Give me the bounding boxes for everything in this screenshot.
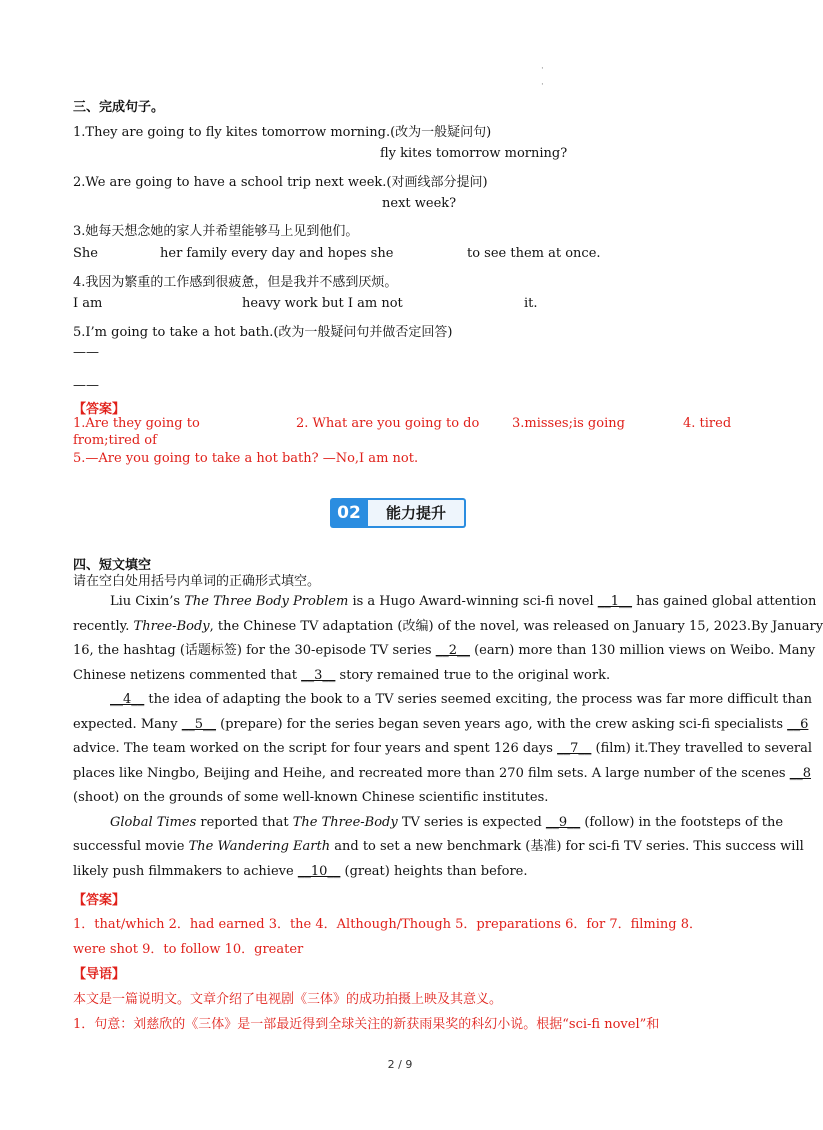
- question-3-part-a: She: [73, 246, 98, 261]
- blank-6: __6: [787, 716, 809, 732]
- passage-p2-line3: advice. The team worked on the script for four years and spent 126 days __7__ (film) it.They travelled to several: [73, 741, 813, 756]
- answer-blank-2: ——: [73, 378, 99, 393]
- section3-answer-5: 5.—Are you going to take a hot bath? —No,I am not.: [73, 451, 419, 466]
- blank-4: __4__: [110, 692, 145, 707]
- section3-answer-4-cont: from;tired of: [73, 433, 157, 448]
- section4-instruction: 请在空白处用括号内单词的正确形式填空。: [73, 574, 321, 589]
- question-3-part-c: to see them at once.: [467, 246, 601, 261]
- question-2-answer-line: next week?: [382, 196, 457, 211]
- section-banner: [330, 498, 468, 528]
- section4-answers-line2: were shot 9．to follow 10．greater: [73, 942, 304, 957]
- question-4-part-a: I am: [73, 296, 103, 311]
- section3-answer-2: 2. What are you going to do: [296, 416, 480, 431]
- question-1-answer-line: fly kites tomorrow morning?: [380, 146, 568, 161]
- section3-answer-3: 3.misses;is going: [512, 416, 625, 431]
- blank-3: __3__: [301, 667, 336, 683]
- question-1: 1.They are going to fly kites tomorrow morning.(改为一般疑问句): [73, 125, 492, 140]
- blank-9: __9__: [545, 814, 581, 830]
- question-5: 5.I’m going to take a hot bath.(改为一般疑问句并做否定回答): [73, 325, 453, 340]
- passage: [73, 590, 823, 884]
- section3-answer-4: 4. tired: [683, 416, 732, 431]
- section3-answer-1: 1.Are they going to: [73, 416, 200, 431]
- blank-8: __8: [789, 765, 811, 781]
- section4-answer-label: 【答案】: [73, 893, 126, 908]
- question-4-part-b: heavy work but I am not: [242, 296, 403, 311]
- section3-answer-label: 【答案】: [73, 402, 126, 417]
- section4-explanation-1: 1．句意：刘慈欣的《三体》是一部最近得到全球关注的新获雨果奖的科幻小说。根据“sci-fi novel”和: [73, 1017, 660, 1032]
- blank-2: __2__: [435, 643, 470, 658]
- header-mark-bottom: ·: [541, 80, 544, 90]
- passage-p1-line3: 16, the hashtag (话题标签) for the 30-episode TV series __2__ (earn) more than 130 million views on Weibo. Many: [73, 643, 816, 658]
- question-3-part-b: her family every day and hopes she: [160, 246, 394, 261]
- page-number: 2 / 9: [387, 1058, 413, 1071]
- passage-p2-line2: expected. Many __5__ (prepare) for the series began seven years ago, with the crew asking sci-fi specialists __6: [73, 716, 809, 732]
- passage-p3-line3: likely push filmmakers to achieve __10__ (great) heights than before.: [73, 863, 528, 879]
- question-4: 4.我因为繁重的工作感到很疲惫，但是我并不感到厌烦。: [73, 275, 398, 290]
- passage-p1-line4: Chinese netizens commented that __3__ story remained true to the original work.: [73, 667, 611, 683]
- question-4-part-c: it.: [524, 296, 538, 311]
- passage-p2-line5: (shoot) on the grounds of some well-known Chinese scientific institutes.: [73, 790, 549, 805]
- passage-p2-line4: places like Ningbo, Beijing and Heihe, and recreated more than 270 film sets. A large number of the scenes __8: [73, 765, 811, 781]
- section4-title: 四、短文填空: [73, 558, 152, 573]
- section4-answers-line1: 1．that/which 2．had earned 3．the 4．Although/Though 5．preparations 6．for 7．filming 8．: [73, 917, 703, 932]
- blank-5: __5__: [181, 716, 217, 732]
- passage-p3-line2: successful movie The Wandering Earth and to set a new benchmark (基准) for sci-fi TV series. This success will: [73, 839, 804, 854]
- question-2: 2.We are going to have a school trip next week.(对画线部分提问): [73, 175, 488, 190]
- blank-10: __10__: [297, 863, 341, 879]
- header-mark-top: ·: [541, 64, 544, 74]
- blank-1: __1__: [597, 594, 633, 609]
- blank-7: __7__: [557, 741, 592, 756]
- passage-p1-line1: Liu Cixin’s The Three Body Problem is a Hugo Award-winning sci-fi novel __1__ has gained global attention: [110, 594, 817, 609]
- passage-p2-line1: __4__ the idea of adapting the book to a TV series seemed exciting, the process was far more difficult than: [110, 692, 813, 707]
- banner-label: 能力提升: [368, 498, 466, 528]
- section3-title: 三、完成句子。: [73, 100, 165, 115]
- section4-guide-text: 本文是一篇说明文。文章介绍了电视剧《三体》的成功拍摄上映及其意义。: [73, 992, 503, 1007]
- question-3: 3.她每天想念她的家人并希望能够马上见到他们。: [73, 224, 359, 239]
- answer-blank-1: ——: [73, 345, 99, 360]
- passage-p1-line2: recently. Three-Body, the Chinese TV adaptation (改编) of the novel, was released on January 15, 2023.By January: [73, 618, 823, 634]
- banner-number: 02: [330, 498, 368, 528]
- passage-p3-line1: Global Times reported that The Three-Body TV series is expected __9__ (follow) in the footsteps of the: [110, 814, 784, 830]
- section4-guide-label: 【导语】: [73, 967, 126, 982]
